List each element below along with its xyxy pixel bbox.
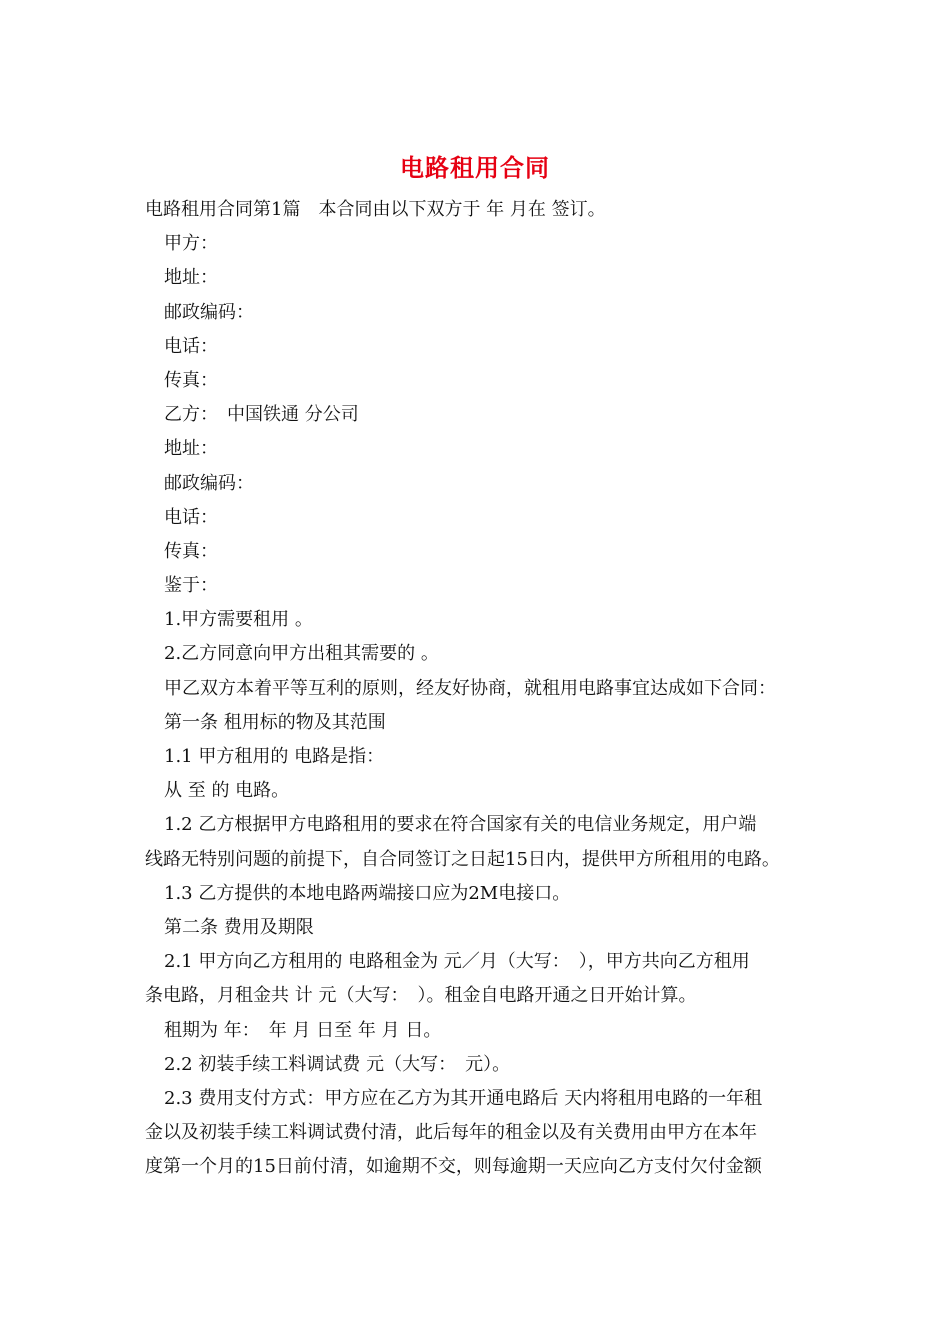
paragraph-line: 乙方： 中国铁通 分公司 [164,404,359,426]
paragraph-line: 甲方： [164,233,218,255]
paragraph-line: 2.1 甲方向乙方租用的 电路租金为 元／月（大写： ），甲方共向乙方租用 [164,951,750,973]
paragraph-line: 地址： [164,438,218,460]
paragraph-line: 电路租用合同第1篇 本合同由以下双方于 年 月在 签订。 [145,199,606,220]
paragraph-line: 邮政编码： [164,472,254,494]
paragraph-line: 度第一个月的15日前付清，如逾期不交，则每逾期一天应向乙方支付欠付金额 [145,1156,762,1178]
paragraph-line: 传真： [164,540,218,562]
paragraph-line: 邮政编码： [164,301,254,323]
paragraph-line: 线路无特别问题的前提下，自合同签订之日起15日内，提供甲方所租用的电路。 [145,848,780,870]
document-body [145,193,825,1184]
paragraph-line: 1.甲方需要租用 。 [164,609,313,631]
paragraph-line: 从 至 的 电路。 [164,780,290,802]
paragraph-line: 1.3 乙方提供的本地电路两端接口应为2M电接口。 [164,882,571,904]
paragraph-line: 1.1 甲方租用的 电路是指： [164,746,385,767]
paragraph-line: 金以及初装手续工料调试费付清，此后每年的租金以及有关费用由甲方在本年 [145,1122,757,1144]
paragraph-line: 2.2 初装手续工料调试费 元（大写： 元）。 [164,1053,511,1075]
paragraph-line: 电话： [164,335,218,357]
paragraph-line: 传真： [164,369,218,391]
paragraph-line: 2.3 费用支付方式：甲方应在乙方为其开通电路后 天内将租用电路的一年租 [164,1087,763,1109]
paragraph-line: 甲乙双方本着平等互利的原则，经友好协商，就租用电路事宜达成如下合同： [164,677,776,699]
paragraph-line: 地址： [164,267,218,289]
paragraph-line: 租期为 年： 年 月 日至 年 月 日。 [164,1019,442,1041]
document-title: 电路租用合同 [400,153,550,182]
paragraph-line: 条电路，月租金共 计 元（大写： ）。租金自电路开通之日开始计算。 [145,985,697,1007]
paragraph-line: 2.乙方同意向甲方出租其需要的 。 [164,643,439,665]
paragraph-line: 电话： [164,506,218,528]
paragraph-line: 1.2 乙方根据甲方电路租用的要求在符合国家有关的电信业务规定，用户端 [164,814,757,836]
paragraph-line: 第一条 租用标的物及其范围 [164,711,386,733]
paragraph-line: 鉴于： [164,575,218,597]
paragraph-line: 第二条 费用及期限 [164,916,314,938]
